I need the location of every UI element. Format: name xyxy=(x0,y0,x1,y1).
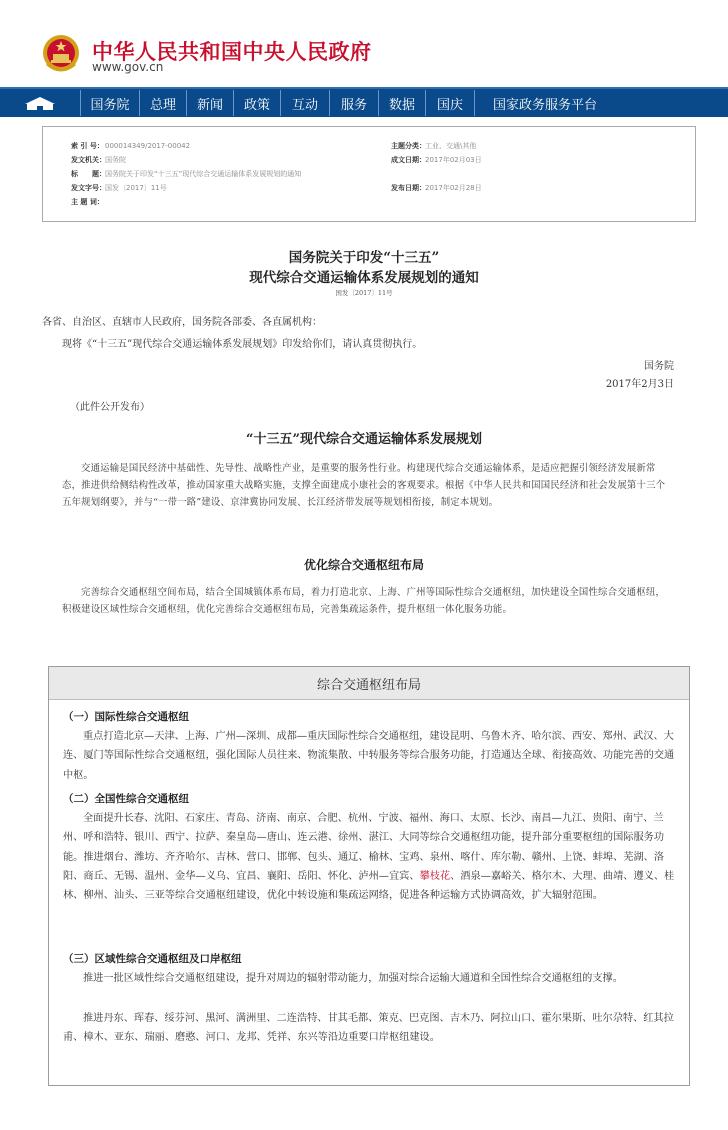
meta-release-date: 发布日期：2017年02月28日 xyxy=(391,184,482,192)
meta-title: 标 题：国务院关于印发“十三五”现代综合交通运输体系发展规划的通知 xyxy=(71,170,302,178)
notice-body: 现将《“十三五”现代综合交通运输体系发展规划》印发给你们，请认真贯彻执行。 xyxy=(62,339,423,350)
notice-date: 2017年2月3日 xyxy=(605,379,674,390)
notice-title-line2: 现代综合交通运输体系发展规划的通知 xyxy=(249,270,479,286)
tiananmen-icon xyxy=(23,94,57,112)
meta-issuer: 发文机关：国务院 xyxy=(71,156,126,164)
plan-title: “十三五”现代综合交通运输体系发展规划 xyxy=(246,432,482,447)
site-title[interactable]: 中华人民共和国中央人民政府 xyxy=(92,40,372,64)
meta-written-date: 成文日期：2017年02月03日 xyxy=(391,156,482,164)
highlight-panzhihua: 攀枝花 xyxy=(419,870,451,882)
national-emblem-icon xyxy=(42,34,80,74)
document-metadata xyxy=(42,126,696,222)
subsection-national-body: 全面提升长春、沈阳、石家庄、青岛、济南、南京、合肥、杭州、宁波、福州、海口、太原、长沙、南昌—九江、贵阳、南宁、兰州、呼和浩特、银川、西宁、拉萨、秦皇岛—唐山、连云港、徐州、湛江、大同等综合交通枢纽功能，提升部分重要枢纽的国际服务功能。推进烟台、潍坊、齐齐哈尔、吉林、营口、邯郸、包头、通辽、榆林、宝鸡、泉州、喀什、库尔勒、赣州、上饶、蚌埠、芜湖、洛阳、商丘、无锡、温州、金华—义乌、宜昌、襄阳、岳阳、怀化、泸州—宜宾、攀枝花、酒泉—嘉峪关、格尔木、大理、曲靖、遵义、桂林、柳州、汕头、三亚等综合交通枢纽建设，优化中转设施和集疏运网络，促进各种运输方式协调高效，扩大辐射范围。 xyxy=(63,813,675,902)
notice-release-note: （此件公开发布） xyxy=(70,402,150,413)
nav-item-premier[interactable]: 总理 xyxy=(140,90,187,116)
plan-section-body: 完善综合交通枢纽空间布局，结合全国城镇体系布局，着力打造北京、上海、广州等国际性综合交通枢纽，加快建设全国性综合交通枢纽，积极建设区域性综合交通枢纽，优化完善综合交通枢纽布局，完善集疏运条件，提升枢纽一体化服务功能。 xyxy=(62,587,666,615)
nav-item-data[interactable]: 数据 xyxy=(379,90,426,116)
meta-doc-no: 发文字号：国发〔2017〕11号 xyxy=(71,184,167,192)
nav-item-interaction[interactable]: 互动 xyxy=(281,90,330,116)
nav-item-service-platform[interactable]: 国家政务服务平台 xyxy=(492,97,597,113)
notice-title-line1: 国务院关于印发“十三五” xyxy=(288,250,440,266)
site-url[interactable]: www.gov.cn xyxy=(92,60,164,74)
notice-addressee: 各省、自治区、直辖市人民政府，国务院各部委、各直属机构： xyxy=(42,317,322,328)
notice-doc-number: 国发〔2017〕11号 xyxy=(335,289,393,297)
nav-home-icon[interactable] xyxy=(0,90,81,116)
subsection-international-body: 重点打造北京—天津、上海、广州—深圳、成都—重庆国际性综合交通枢纽，建设昆明、乌鲁木齐、哈尔滨、西安、郑州、武汉、大连、厦门等国际性综合交通枢纽，强化国际人员往来、物流集散、中转服务等综合服务功能，打造通达全球、衔接高效、功能完善的交通中枢。 xyxy=(63,731,675,781)
subsection-regional-title: （三）区域性综合交通枢纽及口岸枢纽 xyxy=(63,953,242,965)
nav-item-state-council[interactable]: 国务院 xyxy=(81,90,140,116)
nav-item-news[interactable]: 新闻 xyxy=(187,90,234,116)
meta-category: 主题分类：工业、交通\其他 xyxy=(391,142,477,150)
nav-item-services[interactable]: 服务 xyxy=(330,90,379,116)
subsection-international-title: （一）国际性综合交通枢纽 xyxy=(63,711,189,723)
hub-layout-box-title: 综合交通枢纽布局 xyxy=(49,667,689,700)
subsection-regional-body-2: 推进丹东、珲春、绥芬河、黑河、满洲里、二连浩特、甘其毛都、策克、巴克图、吉木乃、阿拉山口、霍尔果斯、吐尔尕特、红其拉甫、樟木、亚东、瑞丽、磨憨、河口、龙邦、凭祥、东兴等沿边重要口岸枢纽建设。 xyxy=(63,1013,674,1044)
subsection-regional-body-1: 推进一批区域性综合交通枢纽建设，提升对周边的辐射带动能力，加强对综合运输大通道和全国性综合交通枢纽的支撑。 xyxy=(83,973,623,984)
hub-layout-box xyxy=(48,666,690,1086)
main-nav xyxy=(0,87,728,117)
subsection-national-title: （二）全国性综合交通枢纽 xyxy=(63,793,189,805)
nav-item-policy[interactable]: 政策 xyxy=(234,90,281,116)
plan-section-title: 优化综合交通枢纽布局 xyxy=(303,558,424,572)
plan-intro: 交通运输是国民经济中基础性、先导性、战略性产业，是重要的服务性行业。构建现代综合交通运输体系，是适应把握引领经济发展新常态，推进供给侧结构性改革，推动国家重大战略实施，支撑全面建成小康社会的客观要求。根据《中华人民共和国国民经济和社会发展第十三个五年规划纲要》，并与“一带一路”建设、京津冀协同发展、长江经济带发展等规划相衔接，制定本规划。 xyxy=(62,463,666,508)
notice-signature: 国务院 xyxy=(644,361,674,372)
meta-index-no: 索 引 号：000014349/2017-00042 xyxy=(71,142,191,150)
meta-keywords: 主 题 词： xyxy=(71,198,104,206)
nav-item-national-info[interactable]: 国庆 xyxy=(426,90,475,116)
site-header xyxy=(0,0,728,86)
